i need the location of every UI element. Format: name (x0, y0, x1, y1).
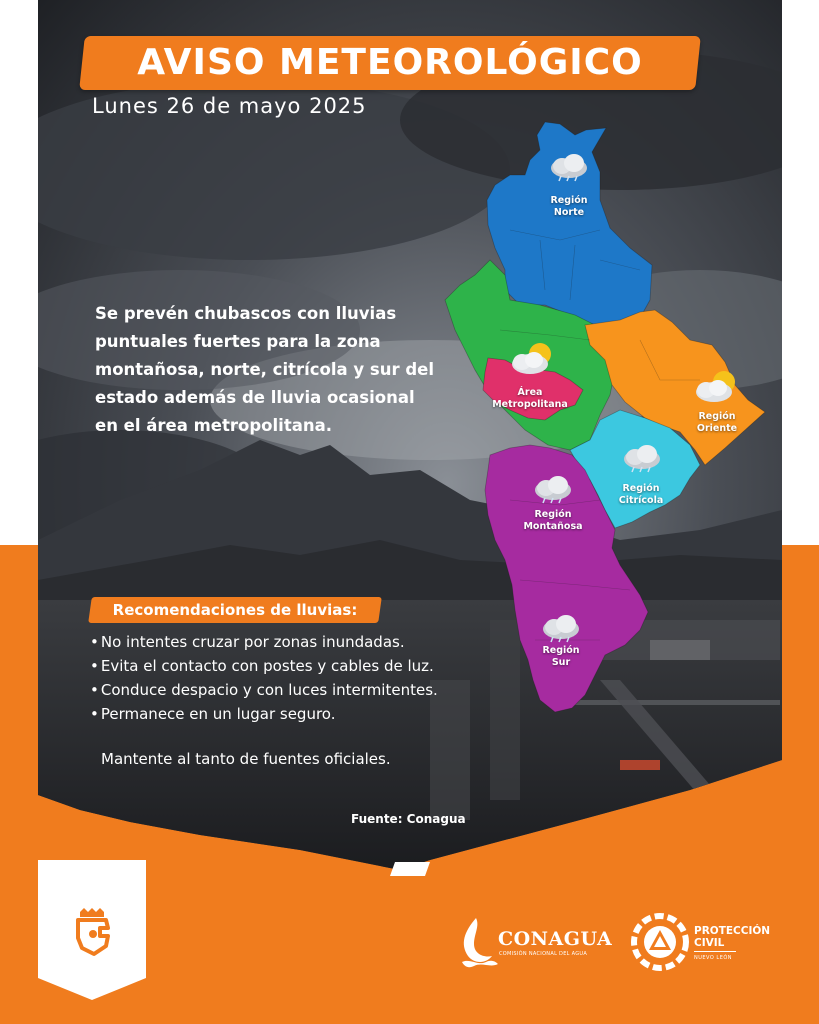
pc-divider (694, 951, 736, 952)
region-label-line: Región (698, 411, 736, 422)
recommendation-item: • Conduce despacio y con luces intermitentes. (90, 678, 438, 702)
conagua-name: CONAGUA (498, 928, 613, 950)
region-label-line: Área (517, 387, 543, 398)
page-title: AVISO METEOROLÓGICO (137, 42, 643, 83)
region-label-line: Región (534, 509, 572, 520)
conagua-subtitle: COMISIÓN NACIONAL DEL AGUA (499, 951, 588, 957)
keep-informed-text: Mantente al tanto de fuentes oficiales. (101, 750, 391, 768)
recommendations-title: Recomendaciones de lluvias: (112, 601, 358, 619)
recommendations-list (90, 630, 438, 726)
pc-line2: CIVIL (694, 937, 725, 949)
pc-line3: NUEVO LEÓN (694, 955, 733, 961)
nuevo-leon-logo-tab (38, 860, 146, 1000)
cloud-rain-icon (531, 474, 575, 504)
sun-cloud-icon (692, 368, 740, 404)
region-label-oriente (672, 411, 762, 435)
cloud-rain-icon (547, 152, 591, 182)
region-label-line: Región (542, 645, 580, 656)
region-label-montanosa (508, 509, 598, 533)
region-label-metropolitana (485, 387, 575, 411)
pc-line1: PROTECCIÓN (694, 925, 771, 937)
region-label-line: Sur (551, 657, 571, 668)
region-label-line: Metropolitana (492, 399, 568, 410)
region-label-line: Región (550, 195, 588, 206)
region-label-citricola (596, 483, 686, 507)
cloud-rain-icon (539, 613, 583, 643)
bulletin-date: Lunes 26 de mayo 2025 (92, 94, 367, 118)
recommendation-item: • No intentes cruzar por zonas inundadas. (90, 630, 438, 654)
region-label-line: Región (622, 483, 660, 494)
source-credit: Fuente: Conagua (351, 812, 466, 826)
forecast-text: Se prevén chubascos con lluvias puntuales fuertes para la zona montañosa, norte, citrícola y sur del estado además de lluvia ocasional en el área metropolitana. (95, 304, 435, 435)
region-label-sur (516, 645, 606, 669)
recommendation-item: • Permanece en un lugar seguro. (90, 702, 438, 726)
region-label-norte (524, 195, 614, 219)
region-label-line: Citrícola (618, 495, 664, 506)
region-label-line: Norte (553, 207, 585, 218)
cloud-rain-icon (620, 443, 664, 473)
sun-cloud-icon (508, 340, 556, 376)
recommendation-item: • Evita el contacto con postes y cables de luz. (90, 654, 438, 678)
region-label-line: Oriente (696, 423, 738, 434)
proteccion-civil-logo-icon (630, 912, 690, 972)
region-label-line: Montañosa (523, 521, 583, 532)
